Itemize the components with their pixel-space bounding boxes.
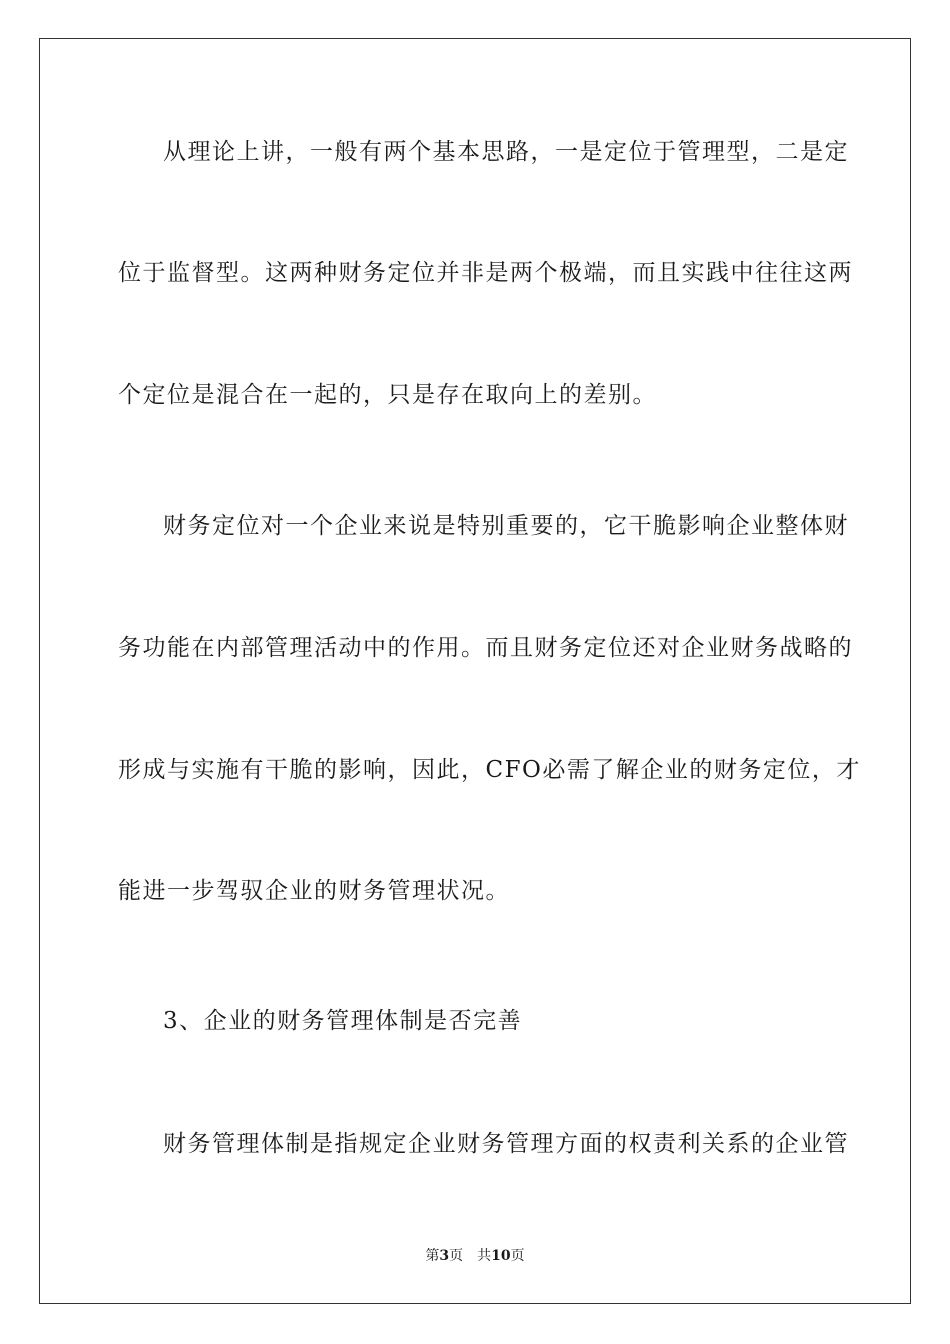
paragraph-1-line-2: 位于监督型。这两种财务定位并非是两个极端，而且实践中往往这两 xyxy=(118,260,853,286)
page-border xyxy=(39,38,911,1304)
paragraph-2-line-1: 财务定位对一个企业来说是特别重要的，它干脆影响企业整体财 xyxy=(163,513,849,539)
footer-total-pages: 10 xyxy=(491,1248,511,1264)
page-footer xyxy=(0,1246,950,1266)
footer-prefix: 第 xyxy=(425,1248,440,1264)
paragraph-2-line-3: 形成与实施有干脆的影响，因此，CFO必需了解企业的财务定位，才 xyxy=(118,757,861,783)
footer-total-suffix: 页 xyxy=(510,1248,525,1264)
paragraph-3-line-1: 财务管理体制是指规定企业财务管理方面的权责利关系的企业管 xyxy=(163,1131,849,1157)
paragraph-1-line-1: 从理论上讲，一般有两个基本思路，一是定位于管理型，二是定 xyxy=(163,139,849,165)
footer-page-suffix: 页 xyxy=(449,1248,464,1264)
paragraph-2-line-4: 能进一步驾驭企业的财务管理状况。 xyxy=(118,878,510,904)
paragraph-2-line-2: 务功能在内部管理活动中的作用。而且财务定位还对企业财务战略的 xyxy=(118,635,853,661)
footer-page-number: 3 xyxy=(439,1248,450,1264)
section-heading: 3、企业的财务管理体制是否完善 xyxy=(163,1008,523,1034)
footer-total-prefix: 共 xyxy=(477,1248,492,1264)
paragraph-1-line-3: 个定位是混合在一起的，只是存在取向上的差别。 xyxy=(118,382,657,408)
